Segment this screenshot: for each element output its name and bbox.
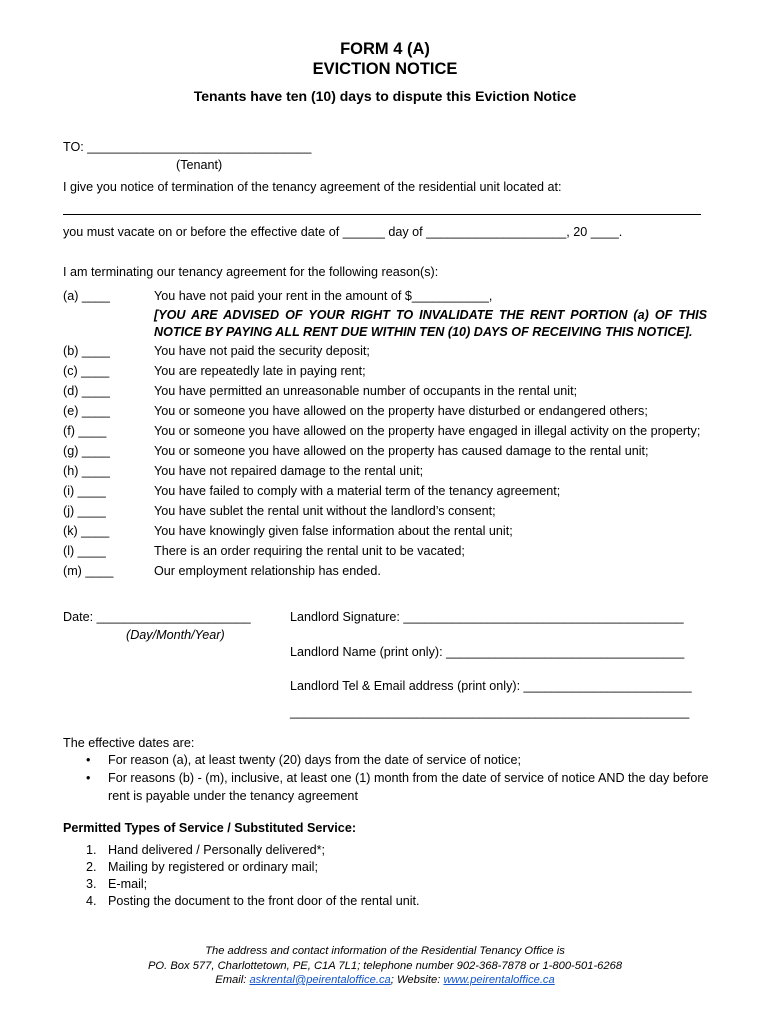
footer-website-label: ; Website: <box>390 974 444 986</box>
landlord-name-line: Landlord Name (print only): __________________________________ <box>290 645 685 659</box>
service-item: E-mail; <box>108 877 148 891</box>
service-item: Mailing by registered or ordinary mail; <box>108 860 318 874</box>
landlord-contact-extra-line: _________________________________________________________ <box>290 705 690 719</box>
reason-letter: (j) ____ <box>63 504 106 518</box>
footer-email-label: Email: <box>215 974 250 986</box>
service-item: Posting the document to the front door of the rental unit. <box>108 894 420 908</box>
service-item: Hand delivered / Personally delivered*; <box>108 843 326 857</box>
reason-letter: (i) ____ <box>63 484 106 498</box>
reason-letter: (d) ____ <box>63 384 110 398</box>
reason-letter: (b) ____ <box>63 344 110 358</box>
reason-text: You or someone you have allowed on the property have disturbed or endangered others; <box>154 404 648 418</box>
footer-contact <box>0 974 770 986</box>
to-line: TO: ________________________________ <box>63 140 312 154</box>
reason-text: You have knowingly given false information about the rental unit; <box>154 524 513 538</box>
effective-date-reasons-b-m: For reasons (b) - (m), inclusive, at least one (1) month from the date of service of notice AND the day before <box>108 771 709 785</box>
reason-text: Our employment relationship has ended. <box>154 564 381 578</box>
reasons-intro: I am terminating our tenancy agreement for the following reason(s): <box>63 265 439 279</box>
reason-text: You are repeatedly late in paying rent; <box>154 364 366 378</box>
website-link[interactable]: www.peirentaloffice.ca <box>443 974 555 986</box>
reason-letter: (e) ____ <box>63 404 110 418</box>
reason-text: You have not paid your rent in the amount of $___________, <box>154 289 493 303</box>
reason-text: You or someone you have allowed on the property have engaged in illegal activity on the property; <box>154 424 701 438</box>
reason-letter: (h) ____ <box>63 464 110 478</box>
landlord-contact-line: Landlord Tel & Email address (print only): ________________________ <box>290 679 692 693</box>
reason-letter: (m) ____ <box>63 564 114 578</box>
notice-text: I give you notice of termination of the tenancy agreement of the residential unit located at: <box>63 180 562 194</box>
vacate-text: you must vacate on or before the effective date of ______ day of ____________________, 20 ____. <box>63 225 623 239</box>
reason-text: There is an order requiring the rental unit to be vacated; <box>154 544 465 558</box>
service-number: 3. <box>86 877 97 891</box>
form-number: FORM 4 (A) <box>340 40 430 58</box>
reason-letter: (c) ____ <box>63 364 110 378</box>
reason-text: You have permitted an unreasonable number of occupants in the rental unit; <box>154 384 578 398</box>
footer-address: PO. Box 577, Charlottetown, PE, C1A 7L1; telephone number 902-368-7878 or 1-800-501-6268 <box>147 960 623 972</box>
address-line <box>63 214 701 215</box>
bullet-icon: • <box>86 753 91 767</box>
date-format-label: (Day/Month/Year) <box>126 628 225 642</box>
bullet-icon: • <box>86 771 91 785</box>
reason-text: You have not repaired damage to the rental unit; <box>154 464 424 478</box>
effective-dates-heading: The effective dates are: <box>63 736 195 750</box>
advisory-line-2: NOTICE BY PAYING ALL RENT DUE WITHIN TEN (10) DAYS OF RECEIVING THIS NOTICE]. <box>154 325 693 339</box>
page-subtitle: Tenants have ten (10) days to dispute this Eviction Notice <box>193 88 577 104</box>
reason-letter: (g) ____ <box>63 444 110 458</box>
reason-text: You or someone you have allowed on the property has caused damage to the rental unit; <box>154 444 649 458</box>
reason-letter: (k) ____ <box>63 524 110 538</box>
service-number: 2. <box>86 860 97 874</box>
footer-office-info: The address and contact information of the Residential Tenancy Office is <box>205 945 565 957</box>
email-link[interactable]: askrental@peirentaloffice.ca <box>249 974 391 986</box>
tenant-label: (Tenant) <box>176 158 223 172</box>
advisory-line-1: [YOU ARE ADVISED OF YOUR RIGHT TO INVALIDATE THE RENT PORTION (a) OF THIS <box>154 308 707 322</box>
reason-text: You have failed to comply with a material term of the tenancy agreement; <box>154 484 561 498</box>
effective-date-reasons-b-m-cont: rent is payable under the tenancy agreement <box>108 789 358 803</box>
reason-letter: (f) ____ <box>63 424 107 438</box>
reason-letter: (l) ____ <box>63 544 106 558</box>
landlord-signature-line: Landlord Signature: ________________________________________ <box>290 610 684 624</box>
reason-text: You have not paid the security deposit; <box>154 344 370 358</box>
service-number: 1. <box>86 843 97 857</box>
service-heading: Permitted Types of Service / Substituted Service: <box>63 821 357 835</box>
date-line: Date: ______________________ <box>63 610 251 624</box>
reason-letter: (a) ____ <box>63 289 110 303</box>
page-title: EVICTION NOTICE <box>312 60 458 78</box>
reason-text: You have sublet the rental unit without the landlord’s consent; <box>154 504 496 518</box>
service-number: 4. <box>86 894 97 908</box>
effective-date-reason-a: For reason (a), at least twenty (20) days from the date of service of notice; <box>108 753 521 767</box>
